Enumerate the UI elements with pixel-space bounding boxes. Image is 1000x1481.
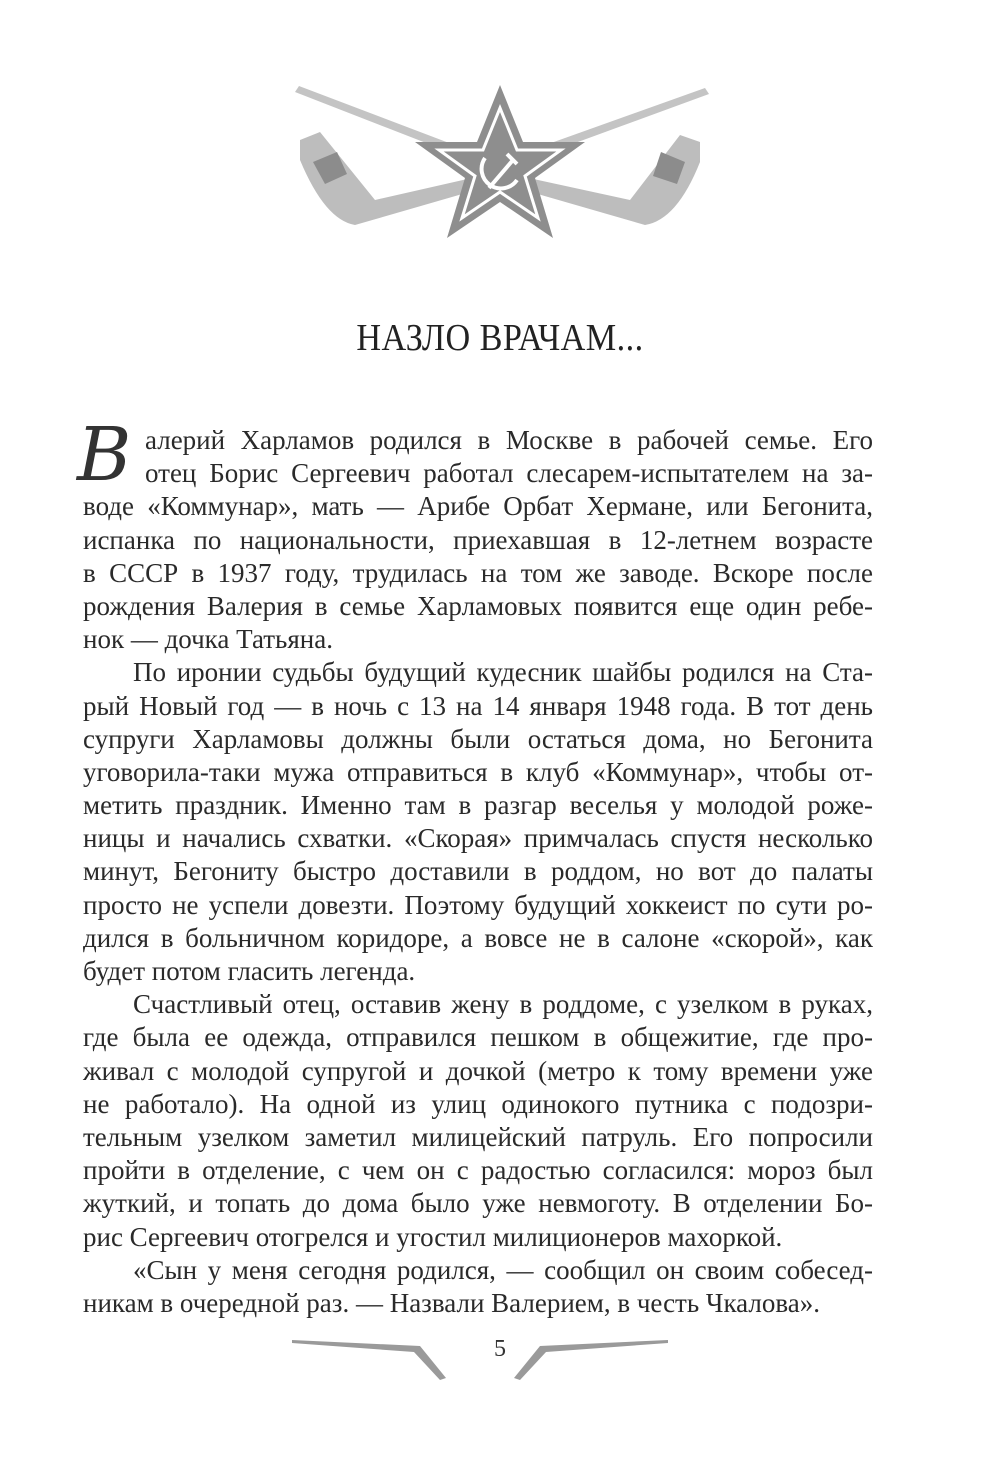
text-line: рис Сергеевич отогрелся и угостил милиционеров махоркой. bbox=[83, 1221, 783, 1252]
text-line: рождения Валерия в семье Харламовых появится еще один ребе- bbox=[83, 590, 873, 621]
text-line: воде «Коммунар», мать — Арибе Орбат Хермане, или Бегонита, bbox=[83, 491, 873, 522]
text-line: нок — дочка Татьяна. bbox=[83, 624, 333, 655]
text-line: Счастливый отец, оставив жену в роддоме, с узелком в руках, bbox=[133, 989, 873, 1020]
page-number: 5 bbox=[494, 1336, 506, 1362]
text-line: минут, Бегониту быстро доставили в роддом, но вот до палаты bbox=[83, 856, 873, 887]
hockey-star-emblem bbox=[285, 80, 715, 250]
text-line: где была ее одежда, отправился пешком в общежитие, где про- bbox=[83, 1022, 873, 1053]
text-line: метить праздник. Именно там в разгар веселья у молодой роже- bbox=[83, 790, 873, 821]
text-line: живал с молодой супругой и дочкой (метро к тому времени уже bbox=[83, 1055, 873, 1086]
text-line: рый Новый год — в ночь с 13 на 14 января 1948 года. В тот день bbox=[83, 690, 873, 721]
text-line: в СССР в 1937 году, трудилась на том же заводе. Вскоре после bbox=[83, 557, 873, 588]
text-line: испанка по национальности, приехавшая в 12-летнем возрасте bbox=[83, 524, 873, 555]
text-line: никам в очередной раз. — Назвали Валерием, в честь Чкалова». bbox=[83, 1287, 821, 1318]
text-line: дился в больничном коридоре, а вовсе не в салоне «скорой», как bbox=[83, 922, 873, 953]
text-line: алерий Харламов родился в Москве в рабочей семье. Его bbox=[145, 425, 873, 455]
text-line: не работало). На одной из улиц одинокого путника с подозри- bbox=[83, 1088, 873, 1119]
text-line: жуткий, и топать до дома было уже невмоготу. В отделении Бо- bbox=[83, 1188, 873, 1219]
text-line: ницы и начались схватки. «Скорая» примчалась спустя несколько bbox=[83, 823, 873, 854]
chapter-title: НАЗЛО ВРАЧАМ... bbox=[356, 317, 644, 359]
text-line: будет потом гласить легенда. bbox=[83, 956, 416, 986]
drop-cap: В bbox=[77, 412, 132, 498]
text-line: просто не успели довезти. Поэтому будущий хоккеист по сути ро- bbox=[83, 889, 873, 920]
text-line: супруги Харламовы должны были остаться дома, но Бегонита bbox=[83, 723, 873, 754]
red-star-icon bbox=[415, 85, 585, 238]
text-line: тельным узелком заметил милицейский патруль. Его попросили bbox=[83, 1121, 873, 1152]
chapter-body bbox=[77, 412, 873, 1320]
text-line: отец Борис Сергеевич работал слесарем-испытателем на за- bbox=[145, 458, 873, 489]
text-line: уговорила-таки мужа отправиться в клуб «Коммунар», чтобы от- bbox=[83, 756, 873, 787]
text-line: По иронии судьбы будущий кудесник шайбы родился на Ста- bbox=[133, 657, 873, 688]
text-line: пройти в отделение, с чем он с радостью согласился: мороз был bbox=[83, 1155, 873, 1186]
text-line: «Сын у меня сегодня родился, — сообщил он своим собесед- bbox=[133, 1254, 873, 1285]
